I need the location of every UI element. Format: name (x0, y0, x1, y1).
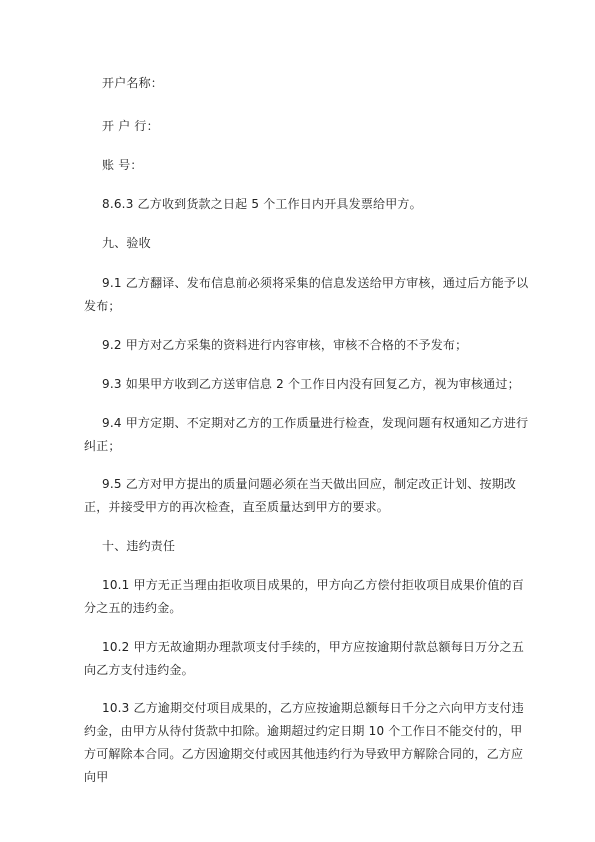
clause-10-2: 10.2 甲方无故逾期办理款项支付手续的，甲方应按逾期付款总额每日万分之五向乙方支付违约金。 (84, 640, 524, 677)
section-heading-liability: 十、违约责任 (102, 539, 176, 553)
clause-9-5: 9.5 乙方对甲方提出的质量问题必须在当天做出回应，制定改正计划、按期改正，并接受甲方的再次检查，直至质量达到甲方的要求。 (84, 477, 517, 514)
account-number-label: 账 号： (102, 158, 143, 172)
clause-9-2: 9.2 甲方对乙方采集的资料进行内容审核，审核不合格的不予发布； (102, 338, 468, 352)
clause-10-1: 10.1 甲方无正当理由拒收项目成果的，甲方向乙方偿付拒收项目成果价值的百分之五的违约金。 (84, 578, 524, 615)
bank-label: 开 户 行： (102, 119, 159, 133)
clause-9-3: 9.3 如果甲方收到乙方送审信息 2 个工作日内没有回复乙方，视为审核通过； (102, 377, 520, 391)
clause-9-4: 9.4 甲方定期、不定期对乙方的工作质量进行检查，发现问题有权通知乙方进行纠正； (84, 416, 529, 453)
clause-10-3: 10.3 乙方逾期交付项目成果的，乙方应按逾期总额每日千分之六向甲方支付违约金，由甲方从待付货款中扣除。逾期超过约定日期 10 个工作日不能交付的，甲方可解除本合同。乙方因逾期交付或因其他违约行为导致甲方解除合同的，乙方应向甲 (84, 701, 524, 784)
account-name-label: 开户名称： (102, 76, 164, 90)
clause-8-6-3: 8.6.3 乙方收到货款之日起 5 个工作日内开具发票给甲方。 (102, 197, 422, 211)
clause-9-1: 9.1 乙方翻译、发布信息前必须将采集的信息发送给甲方审核，通过后方能予以发布； (84, 276, 529, 313)
section-heading-acceptance: 九、验收 (102, 236, 151, 250)
